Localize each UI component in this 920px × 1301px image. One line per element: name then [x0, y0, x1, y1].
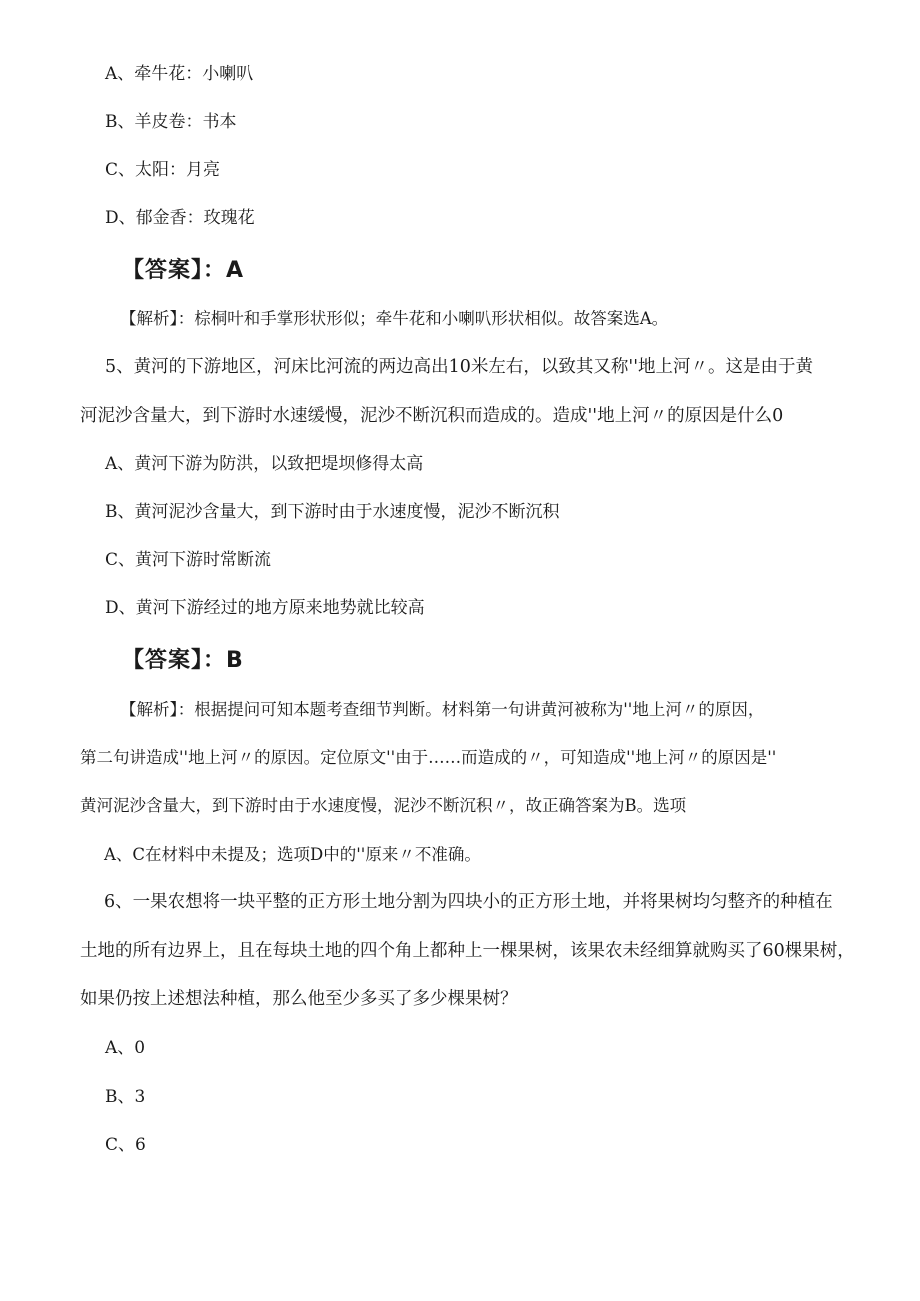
q5-explanation-line-3: 黄河泥沙含量大，到下游时由于水速度慢，泥沙不断沉积〃，故正确答案为B。选项 — [80, 796, 687, 815]
q5-explanation-line-2: 第二句讲造成''地上河〃的原因。定位原文''由于……而造成的〃，可知造成''地上河〃的原因是'' — [80, 748, 777, 767]
q4-explanation: 【解析】：棕桐叶和手掌形状形似；牵牛花和小喇叭形状相似。故答案选A。 — [120, 309, 669, 328]
q5-option-d: D、黄河下游经过的地方原来地势就比较高 — [105, 598, 425, 618]
q6-option-b: B、3 — [105, 1087, 146, 1107]
q4-option-a: A、牵牛花：小喇叭 — [105, 64, 254, 84]
q4-answer: 【答案】：A — [122, 258, 245, 283]
q5-answer: 【答案】：B — [122, 648, 244, 673]
q6-option-c: C、6 — [105, 1135, 146, 1155]
q6-stem-line-1: 6、一果农想将一块平整的正方形土地分割为四块小的正方形土地，并将果树均匀整齐的种植在 — [104, 892, 833, 912]
q5-stem-line-2: 河泥沙含量大，到下游时水速缓慢，泥沙不断沉积而造成的。造成''地上河〃的原因是什么0 — [80, 406, 784, 426]
q4-option-b: B、羊皮卷：书本 — [105, 112, 237, 132]
q5-stem-line-1: 5、黄河的下游地区，河床比河流的两边高出10米左右，以致其又称''地上河〃。这是由于黄 — [105, 357, 814, 377]
q4-option-c: C、太阳：月亮 — [105, 160, 221, 180]
q5-explanation-line-4: A、C在材料中未提及；选项D中的''原来〃不准确。 — [104, 845, 481, 864]
q4-option-d: D、郁金香：玫瑰花 — [105, 208, 255, 228]
q6-stem-line-2: 土地的所有边界上，且在每块土地的四个角上都种上一棵果树，该果农未经细算就购买了60棵果树， — [80, 941, 855, 961]
q5-option-b: B、黄河泥沙含量大，到下游时由于水速度慢，泥沙不断沉积 — [105, 502, 560, 522]
q5-explanation-line-1: 【解析】：根据提问可知本题考查细节判断。材料第一句讲黄河被称为''地上河〃的原因， — [120, 700, 765, 719]
q5-option-c: C、黄河下游时常断流 — [105, 550, 272, 570]
q6-option-a: A、0 — [105, 1038, 146, 1058]
q5-option-a: A、黄河下游为防洪，以致把堤坝修得太高 — [105, 454, 424, 474]
q6-stem-line-3: 如果仍按上述想法种植，那么他至少多买了多少棵果树？ — [80, 989, 518, 1009]
